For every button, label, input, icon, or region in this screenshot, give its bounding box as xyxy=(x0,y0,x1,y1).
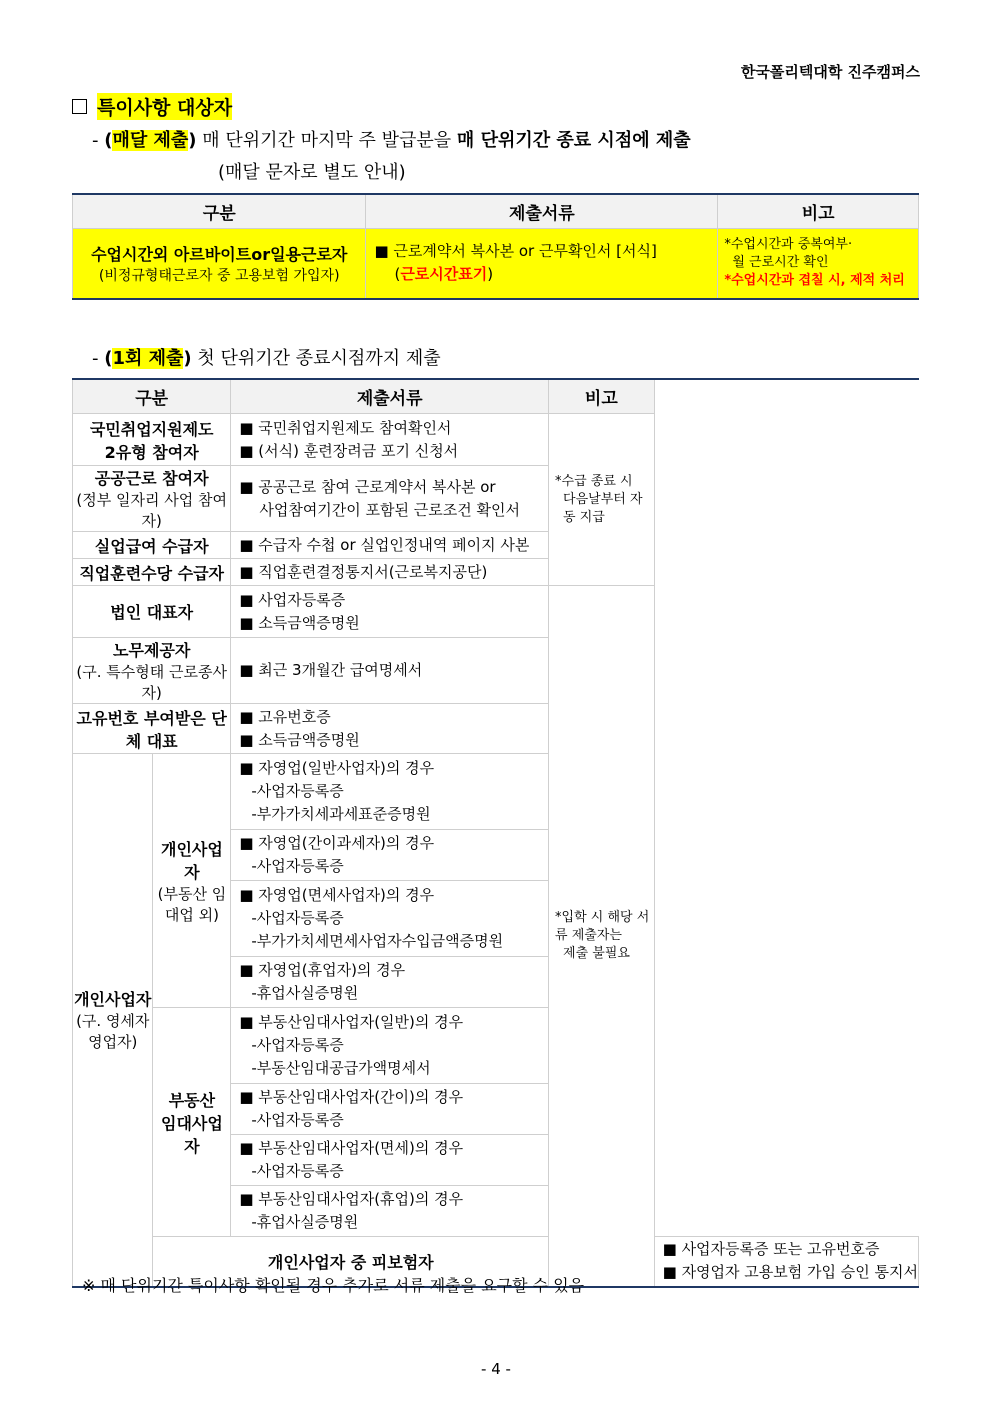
doc-item: ■ 소득금액증명원 xyxy=(239,613,360,632)
table-row xyxy=(73,704,919,754)
doc-item: ■ 직업훈련결정통지서(근로복지공단) xyxy=(231,559,549,586)
header-category: 구분 xyxy=(73,194,366,229)
doc-item: ■ 자영업(휴업자)의 경우 xyxy=(239,961,406,979)
t1-note-2: 월 근로시간 확인 xyxy=(732,255,829,271)
organization-name: 한국폴리텍대학 진주캠퍼스 xyxy=(740,63,920,81)
doc-item: ■ 고유번호증 xyxy=(239,707,331,726)
t1-doc-highlight: 근로시간표기 xyxy=(400,265,488,284)
doc-item: ■ 수급자 수첩 or 실업인정내역 페이지 사본 xyxy=(231,532,549,559)
monthly-table: 구분 제출서류 비고 수업시간외 아르바이트or일용근로자 (비정규형태근로자 중 고용보험 가입자) ■ 근로계약서 복사본 or 근무확인서 [서식] (근로시간표기) *수업시간과 중복여부· 월 근로시간 확인 *수업시간과 겹칠 시, 제적 처리 xyxy=(72,193,919,300)
doc-item: ■ 사업자등록증 또는 고유번호증 xyxy=(662,1240,880,1259)
header-category: 구분 xyxy=(73,379,231,414)
once-line: - (1회 제출) 첫 단위기간 종료시점까지 제출 xyxy=(92,348,441,369)
t1-category: 수업시간외 아르바이트or일용근로자 xyxy=(91,244,348,264)
t1-category-sub: (비정규형태근로자 중 고용보험 가입자) xyxy=(98,267,340,284)
once-tag: 1회 제출 xyxy=(112,348,184,369)
row-category: 실업급여 수급자 xyxy=(73,532,231,559)
checkbox-square-icon xyxy=(72,99,87,114)
doc-item: 사업참여기간이 포함된 근로조건 확인서 xyxy=(259,500,520,519)
doc-item: -사업자등록증 xyxy=(251,909,344,927)
header-docs: 제출서류 xyxy=(231,379,549,414)
row-category-sub: (정부 일자리 사업 참여자) xyxy=(76,491,227,530)
row-category: 공공근로 참여자 xyxy=(94,469,209,488)
doc-item: -사업자등록증 xyxy=(251,1111,344,1129)
note-a-1: *수급 종료 시 xyxy=(555,473,633,489)
table-row xyxy=(73,754,919,830)
header-note: 비고 xyxy=(718,194,919,229)
once-text: 첫 단위기간 종료시점까지 제출 xyxy=(197,348,441,369)
section-title xyxy=(72,93,232,120)
monthly-line: - (매달 제출) 매 단위기간 마지막 주 발급분을 매 단위기간 종료 시점에 제출 xyxy=(92,130,691,151)
monthly-sub: (매달 문자로 별도 안내) xyxy=(218,162,406,183)
row-category: 개인사업자 중 피보험자 xyxy=(153,1237,549,1287)
page-number: - 4 - xyxy=(481,1360,511,1378)
real-estate-category: 부동산 xyxy=(168,1090,216,1110)
row-category-sub: (구. 특수형태 근로종사자) xyxy=(76,663,227,702)
row-category: 법인 대표자 xyxy=(73,586,231,638)
header-note: 비고 xyxy=(549,379,655,414)
doc-item: -사업자등록증 xyxy=(251,1036,344,1054)
table-row xyxy=(73,1008,919,1084)
doc-item: -휴업사실증명원 xyxy=(251,984,359,1002)
doc-item: ■ 공공근로 참여 근로계약서 복사본 or xyxy=(239,477,496,496)
t1-doc: ■ 근로계약서 복사본 or 근무확인서 [서식] xyxy=(374,242,657,261)
t1-note-3: *수업시간과 겹칠 시, 제적 처리 xyxy=(724,273,905,289)
doc-item: ■ 자영업자 고용보험 가입 승인 통지서 xyxy=(662,1263,918,1282)
section-title-text: 특이사항 대상자 xyxy=(97,93,232,120)
doc-item: ■ 자영업(일반사업자)의 경우 xyxy=(239,759,435,777)
row-category: 노무제공자 xyxy=(113,641,191,660)
doc-item: ■ 부동산임대사업자(일반)의 경우 xyxy=(239,1013,464,1031)
doc-item: ■ 자영업(면세사업자)의 경우 xyxy=(239,886,435,904)
real-estate-category-sub: 임대사업자 xyxy=(161,1113,223,1156)
table-row xyxy=(73,586,919,638)
doc-item: ■ 부동산임대사업자(간이)의 경우 xyxy=(239,1088,464,1106)
doc-item: -부동산임대공급가액명세서 xyxy=(251,1059,431,1077)
note-b-1: *입학 시 해당 서류 제출자는 xyxy=(555,909,650,943)
note-b-2: 제출 불필요 xyxy=(563,945,630,961)
self-employed-category: 개인사업자 xyxy=(74,990,152,1010)
doc-item: ■ 국민취업지원제도 참여확인서 xyxy=(239,418,452,437)
doc-item: ■ 사업자등록증 xyxy=(239,590,346,609)
table-row xyxy=(73,638,919,704)
doc-item: ■ 부동산임대사업자(면세)의 경우 xyxy=(239,1139,464,1157)
footnote: ※ 매 단위기간 특이사항 확인될 경우 추가로 서류 제출을 요구할 수 있음 xyxy=(82,1276,585,1295)
business-category-sub: (부동산 임대업 외) xyxy=(157,884,227,924)
doc-item: ■ 소득금액증명원 xyxy=(239,730,360,749)
doc-item: -사업자등록증 xyxy=(251,782,344,800)
doc-item: -휴업사실증명원 xyxy=(251,1213,359,1231)
table-row xyxy=(73,532,919,559)
doc-item: -부가가치세면세사업자수입금액증명원 xyxy=(251,932,504,950)
once-table xyxy=(72,378,919,1288)
doc-item: -사업자등록증 xyxy=(251,857,344,875)
doc-item: -사업자등록증 xyxy=(251,1162,344,1180)
monthly-emphasis: 매 단위기간 종료 시점에 제출 xyxy=(456,130,691,151)
doc-item: -부가가치세과세표준증명원 xyxy=(251,805,431,823)
row-category: 고유번호 부여받은 단체 대표 xyxy=(73,704,231,754)
t1-note-1: *수업시간과 중복여부· xyxy=(724,237,853,253)
doc-item: ■ 부동산임대사업자(휴업)의 경우 xyxy=(239,1190,464,1208)
row-category: 국민취업지원제도 xyxy=(89,419,214,439)
table-row xyxy=(73,466,919,532)
doc-item: ■ (서식) 훈련장려금 포기 신청서 xyxy=(239,441,459,460)
table-row xyxy=(73,559,919,586)
note-a-2: 다음날부터 자동 지급 xyxy=(563,491,643,525)
table-row xyxy=(73,414,919,466)
business-category: 개인사업자 xyxy=(161,839,223,882)
self-employed-category-sub: (구. 영세자영업자) xyxy=(76,1012,150,1052)
row-category: 직업훈련수당 수급자 xyxy=(73,559,231,586)
row-category-sub: 2유형 참여자 xyxy=(104,442,199,462)
doc-item: ■ 자영업(간이과세자)의 경우 xyxy=(239,834,435,852)
monthly-tag: 매달 제출 xyxy=(112,130,189,151)
header-docs: 제출서류 xyxy=(366,194,718,229)
monthly-text: 매 단위기간 마지막 주 발급분을 xyxy=(202,130,452,151)
doc-item: ■ 최근 3개월간 급여명세서 xyxy=(231,638,549,704)
